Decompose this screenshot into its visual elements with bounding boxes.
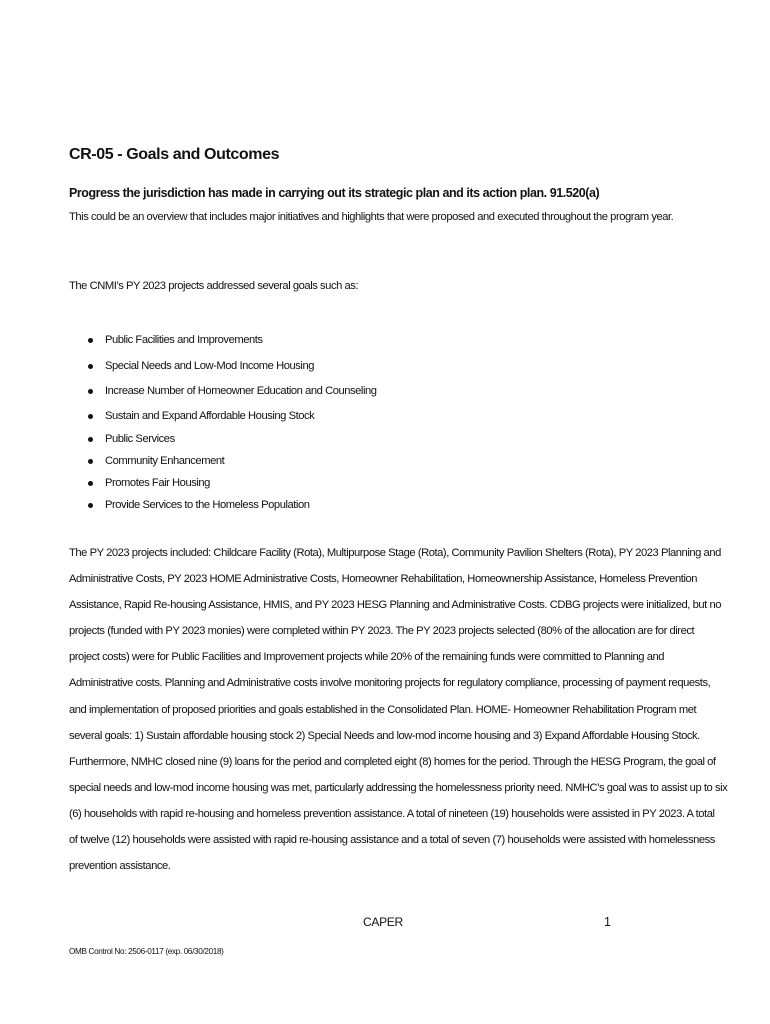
bullet-icon [88, 481, 93, 486]
goal-list-item [88, 353, 377, 378]
paragraph-line: The PY 2023 projects included: Childcare Facility (Rota), Multipurpose Stage (Rota), Community Pavilion Shelters (Rota), PY 2023 Planning and [69, 547, 721, 559]
goal-list-item [88, 404, 377, 428]
goal-label: Sustain and Expand Affordable Housing Stock [105, 410, 315, 422]
paragraph-line: project costs) were for Public Facilities and Improvement projects while 20% of the remaining funds were committed to Planning and [69, 651, 665, 664]
section-heading: CR-05 - Goals and Outcomes [69, 146, 280, 163]
paragraph-line: Assistance, Rapid Re-housing Assistance, HMIS, and PY 2023 HESG Planning and Administrative Costs. CDBG projects were initialized, but no [69, 599, 722, 612]
paragraph-line: Furthermore, NMHC closed nine (9) loans for the period and completed eight (8) homes for the period. Through the HESG Program, the goal of [69, 755, 716, 768]
paragraph-line: Administrative costs. Planning and Administrative costs involve monitoring projects for regulatory compliance, processing of payment requests, [69, 677, 711, 690]
goal-label: Special Needs and Low-Mod Income Housing [105, 359, 314, 372]
bullet-icon [88, 364, 93, 369]
paragraph-line: special needs and low-mod income housing was met, particularly addressing the homelessness priority need. NMHC’s goal was to assist up to six [69, 781, 728, 794]
goal-label: Promotes Fair Housing [105, 477, 210, 489]
goal-list-item [88, 428, 377, 450]
paragraph-line: Administrative Costs, PY 2023 HOME Administrative Costs, Homeowner Rehabilitation, Homeownership Assistance, Homeless Prevention [69, 573, 698, 586]
section-subheading: Progress the jurisdiction has made in carrying out its strategic plan and its action plan. 91.520(a) [69, 186, 600, 200]
bullet-icon [88, 459, 93, 464]
goal-list-item [88, 450, 377, 472]
projects-summary-paragraph [69, 540, 728, 879]
bullet-icon [88, 437, 93, 442]
goal-list-item [88, 494, 377, 516]
goal-list-item [88, 327, 377, 353]
bullet-icon [88, 503, 93, 508]
footer-omb-control: OMB Control No: 2506-0117 (exp. 06/30/2018) [69, 947, 224, 956]
footer-page-number: 1 [604, 915, 611, 929]
bullet-icon [88, 389, 93, 394]
goal-list-item [88, 472, 377, 494]
paragraph-line: projects (funded with PY 2023 monies) were completed within PY 2023. The PY 2023 projects selected (80% of the allocation are for direct [69, 625, 695, 638]
overview-text: This could be an overview that includes major initiatives and highlights that were proposed and executed throughout the program year. [69, 211, 674, 223]
goal-label: Increase Number of Homeowner Education and Counseling [105, 385, 377, 397]
goal-label: Provide Services to the Homeless Population [105, 499, 310, 511]
paragraph-line: of twelve (12) households were assisted with rapid re-housing assistance and a total of seven (7) households were assisted with homelessness [69, 834, 715, 847]
bullet-icon [88, 338, 93, 343]
goal-label: Community Enhancement [105, 455, 225, 467]
bullet-icon [88, 414, 93, 419]
goals-intro-text: The CNMI’s PY 2023 projects addressed several goals such as: [69, 280, 359, 292]
paragraph-line: several goals: 1) Sustain affordable housing stock 2) Special Needs and low-mod income housing and 3) Expand Affordable Housing Stock. [69, 729, 700, 742]
paragraph-line: prevention assistance. [69, 860, 171, 873]
goal-list-item [88, 378, 377, 404]
goal-label: Public Services [105, 433, 175, 445]
footer-report-name: CAPER [363, 915, 403, 929]
goal-label: Public Facilities and Improvements [105, 334, 263, 346]
goals-list [88, 327, 377, 516]
paragraph-line: and implementation of proposed priorities and goals established in the Consolidated Plan. HOME- Homeowner Rehabilitation Program met [69, 703, 697, 716]
paragraph-line: (6) households with rapid re-housing and homeless prevention assistance. A total of nineteen (19) households were assisted in PY 2023. A total [69, 807, 715, 820]
